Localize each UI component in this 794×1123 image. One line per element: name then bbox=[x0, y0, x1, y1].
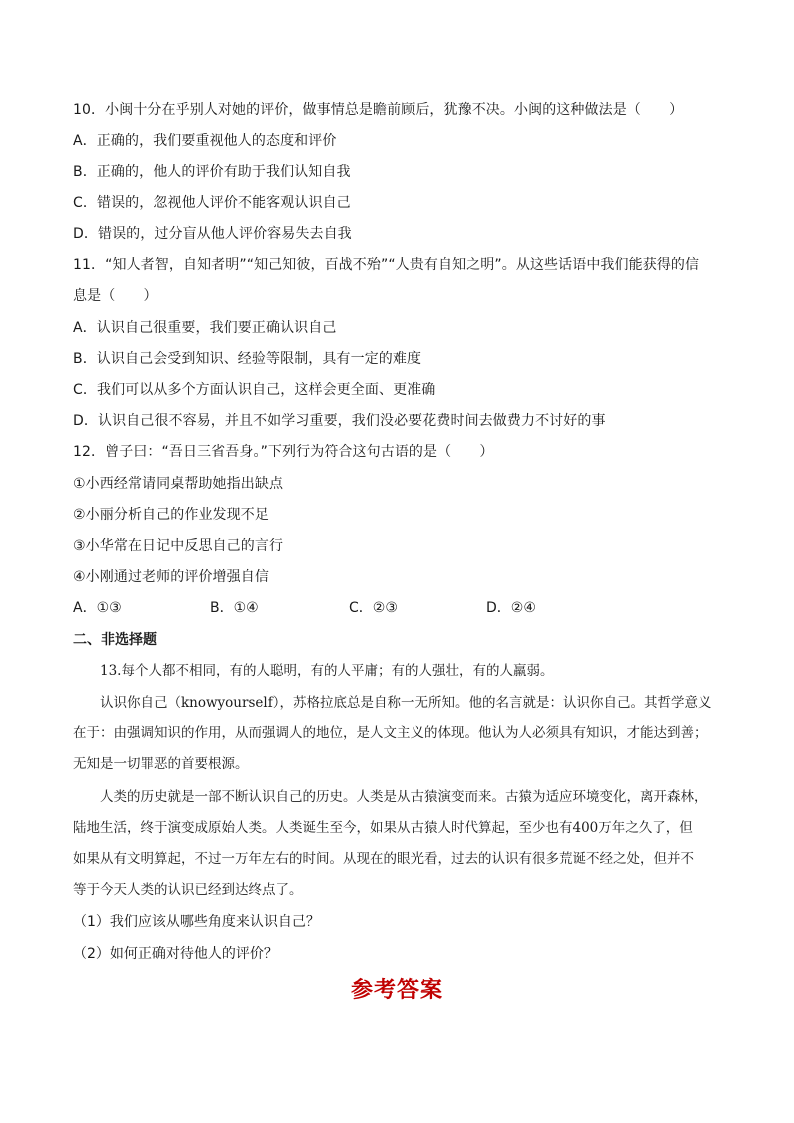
question-12-choices bbox=[73, 598, 593, 618]
question-12-stem: 12．曾子曰：“吾日三省吾身。”下列行为符合这句古语的是（ ） bbox=[73, 444, 494, 460]
question-13-passage-line-7: 如果从有文明算起，不过一万年左右的时间。从现在的眼光看，过去的认识有很多荒诞不经之处，但并不 bbox=[73, 851, 694, 867]
answer-key-title: 参考答案 bbox=[350, 977, 443, 1003]
question-13-passage-line-6: 陆地生活，终于演变成原始人类。人类诞生至今，如果从古猿人时代算起，至少也有400万年之久了，但 bbox=[73, 820, 693, 836]
section-2-title: 二、非选择题 bbox=[73, 632, 157, 648]
question-13-sub-1: （1）我们应该从哪些角度来认识自己？ bbox=[73, 914, 320, 930]
question-13-passage-line-2: 认识你自己（knowyourself），苏格拉底总是自称一无所知。他的名言就是：认识你自己。其哲学意义 bbox=[100, 695, 712, 711]
question-11-option-b: B．认识自己会受到知识、经验等限制，具有一定的难度 bbox=[73, 351, 422, 367]
question-11-option-a: A．认识自己很重要，我们要正确认识自己 bbox=[73, 320, 337, 336]
question-13-passage-line-8: 等于今天人类的认识已经到达终点了。 bbox=[73, 882, 303, 898]
question-10-option-a: A．正确的，我们要重视他人的态度和评价 bbox=[73, 133, 337, 149]
question-12-choice-c: C．②③ bbox=[349, 600, 398, 616]
question-11-option-c: C．我们可以从多个方面认识自己，这样会更全面、更准确 bbox=[73, 382, 436, 398]
question-13-passage-line-3: 在于：由强调知识的作用，从而强调人的地位，是人文主义的体现。他认为人必须具有知识，才能达到善； bbox=[73, 725, 708, 741]
question-12-item-4: ④小刚通过老师的评价增强自信 bbox=[73, 569, 269, 585]
question-13-passage-line-4: 无知是一切罪恶的首要根源。 bbox=[73, 756, 249, 772]
question-11-option-d: D．认识自己很不容易，并且不如学习重要，我们没必要花费时间去做费力不讨好的事 bbox=[73, 413, 606, 429]
question-12-item-3: ③小华常在日记中反思自己的言行 bbox=[73, 538, 284, 554]
question-11-stem-line2: 息是（ ） bbox=[73, 288, 158, 304]
question-13-passage-line-1: 13.每个人都不相同，有的人聪明，有的人平庸；有的人强壮，有的人羸弱。 bbox=[100, 663, 554, 679]
question-10-option-b: B．正确的，他人的评价有助于我们认知自我 bbox=[73, 164, 351, 180]
question-13-passage-line-5: 人类的历史就是一部不断认识自己的历史。人类是从古猿演变而来。古猿为适应环境变化，离开森林， bbox=[100, 789, 708, 805]
question-12-choice-a: A．①③ bbox=[73, 600, 122, 616]
question-12-choice-b: B．①④ bbox=[210, 600, 259, 616]
question-13-sub-2: （2）如何正确对待他人的评价？ bbox=[73, 946, 278, 962]
question-12-item-2: ②小丽分析自己的作业发现不足 bbox=[73, 507, 269, 523]
question-10-option-c: C．错误的，忽视他人评价不能客观认识自己 bbox=[73, 195, 351, 211]
question-12-item-1: ①小西经常请同桌帮助她指出缺点 bbox=[73, 476, 284, 492]
question-11-stem-line1: 11．“知人者智，自知者明”“知己知彼，百战不殆”“人贵有自知之明”。从这些话语中我们能获得的信 bbox=[73, 257, 700, 273]
question-10-option-d: D．错误的，过分盲从他人评价容易失去自我 bbox=[73, 226, 352, 242]
question-10-stem: 10．小闽十分在乎别人对她的评价，做事情总是瞻前顾后，犹豫不决。小闽的这种做法是（ ） bbox=[73, 102, 684, 118]
question-12-choice-d: D．②④ bbox=[486, 600, 536, 616]
